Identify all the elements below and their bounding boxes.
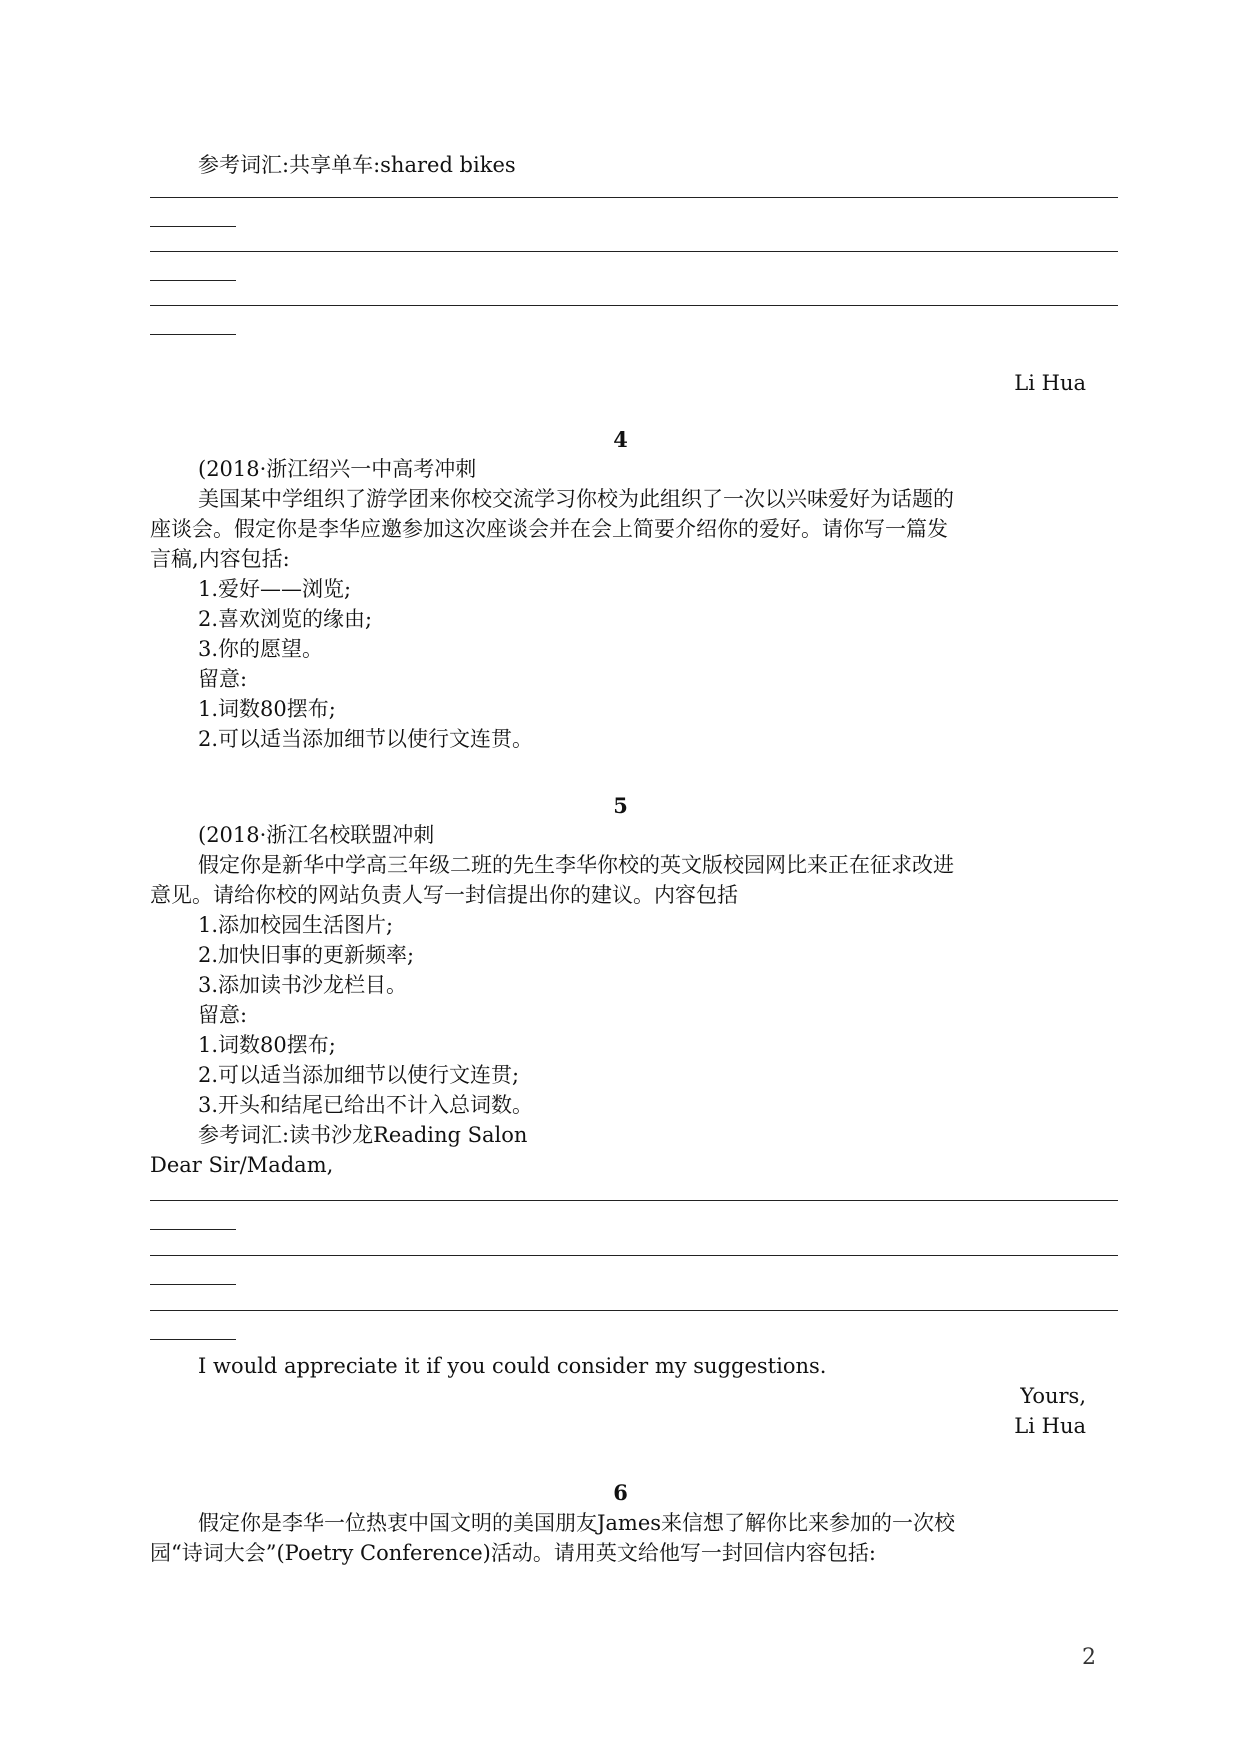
prompt-paragraph: 美国某中学组织了游学团来你校交流学习你校为此组织了一次以兴味爱好为话题的 bbox=[198, 487, 954, 511]
question-number: 4 bbox=[613, 427, 628, 452]
prompt-paragraph: 座谈会。假定你是李华应邀参加这次座谈会并在会上简要介绍你的爱好。请你写一篇发 bbox=[150, 517, 948, 541]
answer-line bbox=[150, 305, 1118, 306]
signature: Li Hua bbox=[1014, 371, 1086, 395]
answer-line-end bbox=[150, 280, 236, 281]
list-item: 1.添加校园生活图片; bbox=[198, 913, 394, 937]
signature: Li Hua bbox=[1014, 1414, 1086, 1438]
prompt-paragraph: 园“诗词大会”(Poetry Conference)活动。请用英文给他写一封回信内容包括: bbox=[150, 1541, 876, 1565]
list-item: 2.喜欢浏览的缘由; bbox=[198, 607, 373, 631]
answer-line bbox=[150, 1310, 1118, 1311]
prompt-paragraph: 假定你是李华一位热衷中国文明的美国朋友James来信想了解你比来参加的一次校 bbox=[198, 1511, 956, 1535]
list-item: 1.爱好——浏览; bbox=[198, 577, 352, 601]
question-source: (2018·浙江名校联盟冲刺 bbox=[198, 823, 435, 847]
page-number: 2 bbox=[1082, 1645, 1096, 1670]
note-item: 2.可以适当添加细节以使行文连贯。 bbox=[198, 727, 534, 751]
vocab-line: 参考词汇:共享单车:shared bikes bbox=[198, 153, 516, 177]
answer-line bbox=[150, 1255, 1118, 1256]
answer-line bbox=[150, 251, 1118, 252]
answer-line-end bbox=[150, 334, 236, 335]
note-item: 3.开头和结尾已给出不计入总词数。 bbox=[198, 1093, 534, 1117]
list-item: 3.添加读书沙龙栏目。 bbox=[198, 973, 408, 997]
letter-closing: I would appreciate it if you could consider my suggestions. bbox=[198, 1354, 827, 1378]
answer-line-end bbox=[150, 1284, 236, 1285]
answer-line-end bbox=[150, 226, 236, 227]
list-item: 2.加快旧事的更新频率; bbox=[198, 943, 415, 967]
note-label: 留意: bbox=[198, 667, 248, 691]
prompt-paragraph: 言稿,内容包括: bbox=[150, 547, 290, 571]
note-item: 1.词数80摆布; bbox=[198, 697, 336, 721]
note-label: 留意: bbox=[198, 1003, 248, 1027]
letter-signoff: Yours, bbox=[1020, 1384, 1086, 1408]
vocab-line: 参考词汇:读书沙龙Reading Salon bbox=[198, 1123, 528, 1147]
note-item: 1.词数80摆布; bbox=[198, 1033, 336, 1057]
question-number: 5 bbox=[613, 793, 628, 818]
answer-line bbox=[150, 197, 1118, 198]
answer-line bbox=[150, 1200, 1118, 1201]
note-item: 2.可以适当添加细节以使行文连贯; bbox=[198, 1063, 520, 1087]
question-number: 6 bbox=[613, 1480, 628, 1505]
answer-line-end bbox=[150, 1339, 236, 1340]
answer-line-end bbox=[150, 1229, 236, 1230]
prompt-paragraph: 意见。请给你校的网站负责人写一封信提出你的建议。内容包括 bbox=[150, 883, 738, 907]
prompt-paragraph: 假定你是新华中学高三年级二班的先生李华你校的英文版校园网比来正在征求改进 bbox=[198, 853, 954, 877]
letter-greeting: Dear Sir/Madam, bbox=[150, 1153, 334, 1177]
list-item: 3.你的愿望。 bbox=[198, 637, 324, 661]
question-source: (2018·浙江绍兴一中高考冲刺 bbox=[198, 457, 477, 481]
